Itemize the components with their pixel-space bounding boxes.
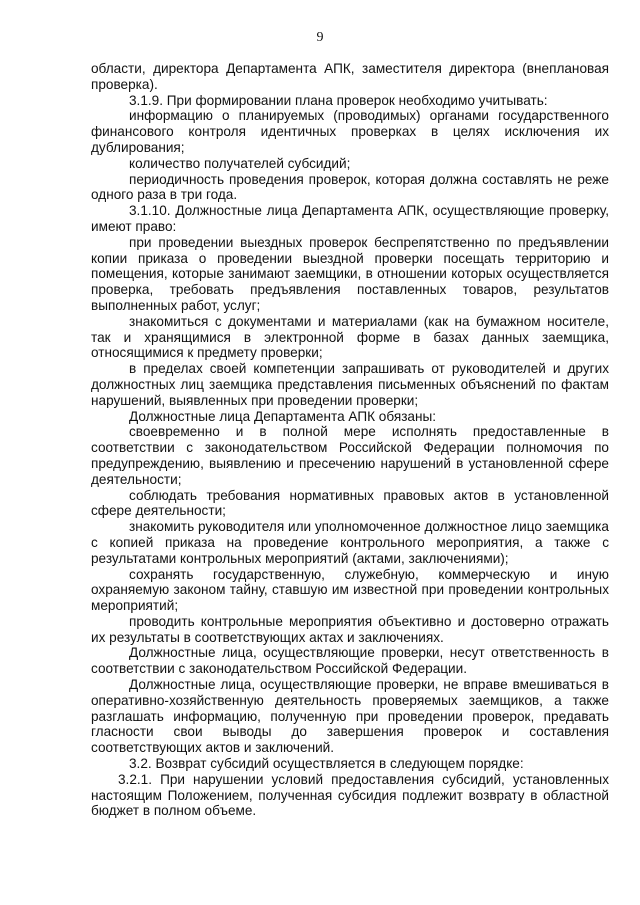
paragraph-3-2: 3.2. Возврат субсидий осуществляется в следующем порядке: bbox=[129, 756, 524, 772]
paragraph-item: при проведении выездных проверок беспрепятственно по предъявлении копии приказа о проведении выездной проверки посещать территорию и помещения, которые занимают заемщики, в отношении которых осуществляется проверка, требовать предъявления поставленных товаров, результатов выполненных работ, услуг; bbox=[91, 234, 609, 313]
paragraph-3-2-1: 3.2.1. При нарушении условий предоставления субсидий, установленных настоящим Положением, полученная субсидия подлежит возврату в областной бюджет в полном объеме. bbox=[91, 771, 609, 819]
paragraph-item: информацию о планируемых (проводимых) органами государственного финансового контроля идентичных проверках в целях исключения их дублирования; bbox=[91, 108, 609, 155]
paragraph-prohibition: Должностные лица, осуществляющие проверки, не вправе вмешиваться в оперативно-хозяйственную деятельность проверяемых заемщиков, а также разглашать информацию, полученную при проведении проверок, предавать гласности свои выводы до завершения проверок и составления соответствующих актов и заключений. bbox=[91, 677, 609, 756]
paragraph-item: периодичность проведения проверок, которая должна составлять не реже одного раза в три года. bbox=[91, 171, 609, 203]
paragraph-item: сохранять государственную, служебную, коммерческую и иную охраняемую законом тайну, ставшую им известной при проведении контрольных мероприятий; bbox=[91, 566, 609, 614]
paragraph-item: соблюдать требования нормативных правовых актов в установленной сфере деятельности; bbox=[91, 487, 609, 519]
paragraph-3-1-9: 3.1.9. При формировании плана проверок необходимо учитывать: bbox=[129, 92, 548, 108]
paragraph-item: знакомить руководителя или уполномоченное должностное лицо заемщика с копией приказа на проведение контрольного мероприятия, а также с результатами контрольных мероприятий (актами, заключениями); bbox=[91, 519, 609, 566]
paragraph-item: в пределах своей компетенции запрашивать от руководителей и других должностных лиц заемщика представления письменных объяснений по фактам нарушений, выявленных при проведении проверки; bbox=[91, 361, 609, 408]
paragraph-item: своевременно и в полной мере исполнять предоставленные в соответствии с законодательством Российской Федерации полномочия по предупреждению, выявлению и пресечению нарушений в установленной сфере деятельности; bbox=[91, 424, 609, 487]
paragraph-obligations: Должностные лица Департамента АПК обязаны: bbox=[129, 408, 437, 424]
paragraph-3-1-10: 3.1.10. Должностные лица Департамента АПК, осуществляющие проверку, имеют право: bbox=[91, 203, 609, 234]
paragraph-item: количество получателей субсидий; bbox=[129, 155, 351, 171]
document-body bbox=[91, 61, 609, 819]
paragraph-continuation: области, директора Департамента АПК, заместителя директора (внеплановая проверка). bbox=[91, 61, 609, 92]
paragraph-responsibility: Должностные лица, осуществляющие проверки, несут ответственность в соответствии с законодательством Российской Федерации. bbox=[91, 645, 609, 677]
paragraph-item: проводить контрольные мероприятия объективно и достоверно отражать их результаты в соответствующих актах и заключениях. bbox=[91, 613, 609, 645]
paragraph-item: знакомиться с документами и материалами (как на бумажном носителе, так и хранящимися в электронной форме в базах данных заемщика, относящимися к предмету проверки; bbox=[91, 313, 609, 361]
page-number: 9 bbox=[316, 30, 324, 45]
